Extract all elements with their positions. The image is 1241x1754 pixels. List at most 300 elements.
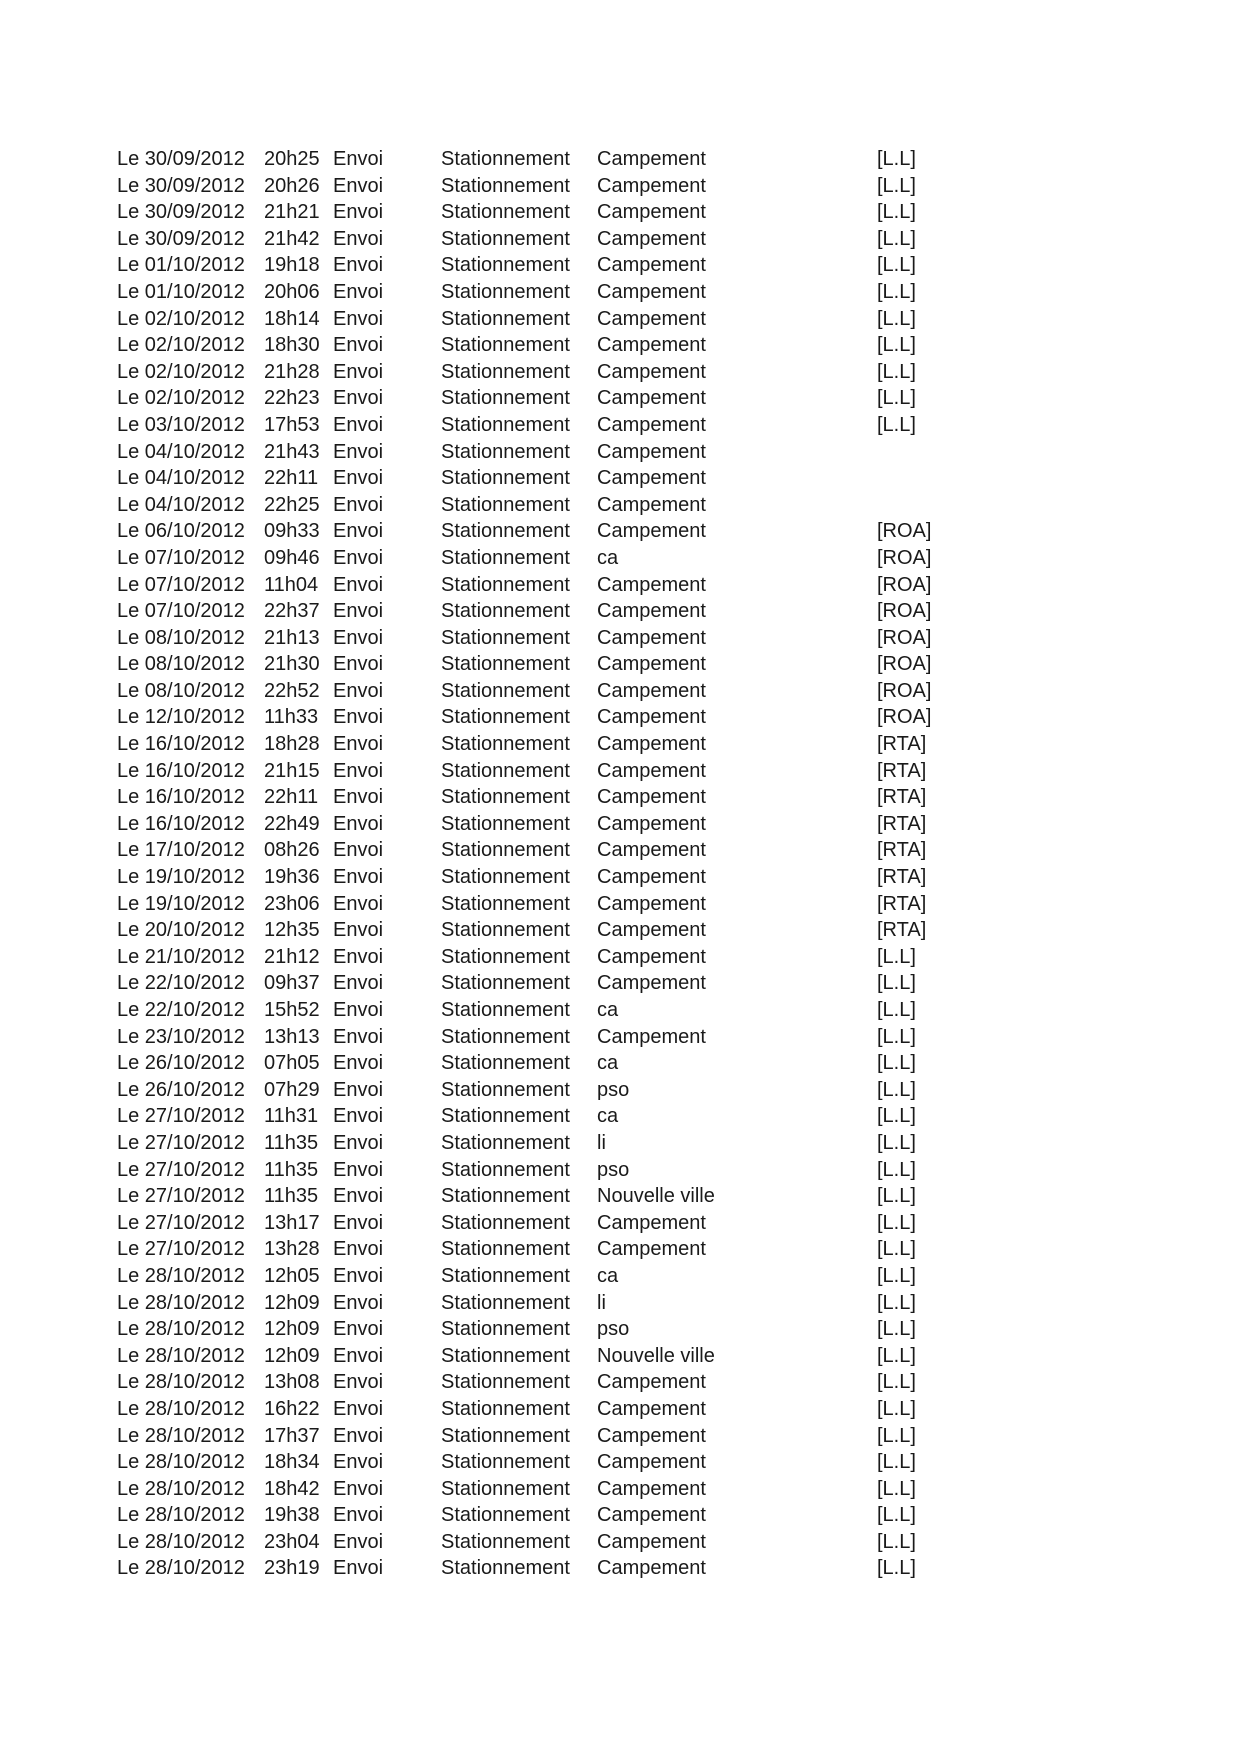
cell-place: Campement: [597, 679, 706, 702]
cell-time: 16h22: [264, 1397, 320, 1420]
cell-date: Le 19/10/2012: [117, 892, 245, 915]
cell-tag: [ROA]: [877, 679, 932, 702]
cell-tag: [L.L]: [877, 1291, 916, 1314]
cell-time: 22h11: [264, 786, 319, 809]
cell-tag: [L.L]: [877, 999, 916, 1021]
cell-time: 18h14: [264, 307, 320, 330]
cell-tag: [L.L]: [877, 1424, 916, 1447]
cell-date: Le 28/10/2012: [117, 1264, 245, 1287]
cell-action: Envoi: [333, 1530, 384, 1553]
cell-action: Envoi: [333, 148, 384, 170]
cell-time: 21h13: [264, 626, 320, 649]
cell-action: Envoi: [333, 1557, 384, 1580]
cell-date: Le 30/09/2012: [117, 201, 245, 224]
cell-time: 20h25: [264, 148, 320, 170]
cell-date: Le 03/10/2012: [117, 413, 245, 436]
cell-type: Stationnement: [441, 1158, 570, 1181]
cell-action: Envoi: [333, 573, 384, 596]
cell-type: Stationnement: [441, 706, 570, 729]
cell-date: Le 19/10/2012: [117, 866, 245, 889]
cell-date: Le 02/10/2012: [117, 307, 245, 330]
cell-place: Campement: [597, 413, 706, 436]
cell-tag: [L.L]: [877, 280, 916, 303]
cell-action: Envoi: [333, 334, 384, 357]
cell-time: 23h19: [264, 1557, 320, 1580]
cell-time: 08h26: [264, 839, 320, 862]
cell-time: 19h18: [264, 254, 320, 277]
cell-tag: [L.L]: [877, 1052, 916, 1075]
cell-action: Envoi: [333, 174, 384, 197]
cell-time: 23h04: [264, 1530, 320, 1553]
cell-place: Campement: [597, 1238, 706, 1261]
cell-type: Stationnement: [441, 387, 570, 410]
cell-place: Campement: [597, 307, 706, 330]
cell-time: 09h46: [264, 546, 320, 569]
cell-date: Le 30/09/2012: [117, 148, 245, 170]
cell-action: Envoi: [333, 1211, 384, 1234]
cell-type: Stationnement: [441, 733, 570, 756]
cell-tag: [RTA]: [877, 733, 927, 756]
cell-tag: [L.L]: [877, 1078, 916, 1101]
cell-time: 22h49: [264, 812, 320, 835]
cell-type: Stationnement: [441, 1185, 570, 1208]
cell-type: Stationnement: [441, 1504, 570, 1527]
cell-date: Le 27/10/2012: [117, 1211, 245, 1234]
cell-tag: [ROA]: [877, 626, 932, 649]
cell-action: Envoi: [333, 786, 384, 809]
cell-time: 21h43: [264, 440, 320, 463]
cell-date: Le 08/10/2012: [117, 626, 245, 649]
cell-tag: [L.L]: [877, 1025, 916, 1048]
cell-date: Le 28/10/2012: [117, 1477, 245, 1500]
cell-time: 18h28: [264, 733, 320, 756]
cell-place: Campement: [597, 626, 706, 649]
cell-date: Le 30/09/2012: [117, 174, 245, 197]
cell-tag: [L.L]: [877, 945, 916, 968]
cell-place: ca: [597, 546, 619, 569]
cell-date: Le 04/10/2012: [117, 440, 245, 463]
cell-place: Campement: [597, 1557, 706, 1580]
cell-time: 19h38: [264, 1504, 320, 1527]
cell-tag: [RTA]: [877, 812, 927, 835]
cell-place: Campement: [597, 227, 706, 250]
cell-place: Campement: [597, 573, 706, 596]
cell-action: Envoi: [333, 972, 384, 995]
cell-tag: [ROA]: [877, 653, 932, 676]
cell-type: Stationnement: [441, 1078, 570, 1101]
cell-date: Le 06/10/2012: [117, 520, 245, 543]
cell-action: Envoi: [333, 1318, 384, 1341]
cell-time: 18h30: [264, 334, 320, 357]
cell-action: Envoi: [333, 1291, 384, 1314]
cell-time: 11h35: [264, 1131, 319, 1154]
cell-type: Stationnement: [441, 866, 570, 889]
cell-type: Stationnement: [441, 1052, 570, 1075]
cell-date: Le 04/10/2012: [117, 493, 245, 516]
cell-action: Envoi: [333, 1451, 384, 1474]
cell-action: Envoi: [333, 467, 384, 490]
cell-action: Envoi: [333, 919, 384, 942]
cell-type: Stationnement: [441, 334, 570, 357]
cell-date: Le 07/10/2012: [117, 546, 245, 569]
cell-tag: [L.L]: [877, 1397, 916, 1420]
cell-time: 15h52: [264, 999, 320, 1021]
cell-type: Stationnement: [441, 440, 570, 463]
cell-tag: [L.L]: [877, 227, 916, 250]
cell-time: 12h09: [264, 1291, 320, 1314]
cell-date: Le 28/10/2012: [117, 1397, 245, 1420]
cell-type: Stationnement: [441, 679, 570, 702]
cell-type: Stationnement: [441, 1238, 570, 1261]
cell-type: Stationnement: [441, 892, 570, 915]
cell-date: Le 01/10/2012: [117, 254, 245, 277]
cell-date: Le 28/10/2012: [117, 1504, 245, 1527]
cell-place: Campement: [597, 945, 706, 968]
cell-tag: [L.L]: [877, 1185, 916, 1208]
cell-action: Envoi: [333, 1264, 384, 1287]
cell-date: Le 21/10/2012: [117, 945, 245, 968]
cell-tag: [L.L]: [877, 387, 916, 410]
cell-action: Envoi: [333, 387, 384, 410]
cell-tag: [L.L]: [877, 148, 916, 170]
cell-tag: [L.L]: [877, 1477, 916, 1500]
cell-action: Envoi: [333, 812, 384, 835]
cell-type: Stationnement: [441, 1264, 570, 1287]
cell-tag: [L.L]: [877, 1131, 916, 1154]
cell-type: Stationnement: [441, 1318, 570, 1341]
cell-time: 21h15: [264, 759, 320, 782]
cell-date: Le 27/10/2012: [117, 1185, 245, 1208]
cell-time: 22h37: [264, 600, 320, 623]
cell-type: Stationnement: [441, 307, 570, 330]
cell-place: Campement: [597, 520, 706, 543]
cell-tag: [RTA]: [877, 919, 927, 942]
cell-action: Envoi: [333, 945, 384, 968]
cell-action: Envoi: [333, 440, 384, 463]
cell-date: Le 26/10/2012: [117, 1052, 245, 1075]
cell-tag: [L.L]: [877, 174, 916, 197]
cell-time: 11h35: [264, 1158, 319, 1181]
cell-date: Le 01/10/2012: [117, 280, 245, 303]
cell-date: Le 28/10/2012: [117, 1371, 245, 1394]
cell-tag: [L.L]: [877, 1504, 916, 1527]
cell-date: Le 16/10/2012: [117, 812, 245, 835]
cell-action: Envoi: [333, 201, 384, 224]
cell-tag: [L.L]: [877, 1557, 916, 1580]
cell-type: Stationnement: [441, 1371, 570, 1394]
cell-place: pso: [597, 1158, 630, 1181]
cell-place: Campement: [597, 1211, 706, 1234]
cell-date: Le 08/10/2012: [117, 653, 245, 676]
cell-type: Stationnement: [441, 1291, 570, 1314]
cell-action: Envoi: [333, 653, 384, 676]
cell-place: Campement: [597, 1530, 706, 1553]
cell-date: Le 30/09/2012: [117, 227, 245, 250]
cell-place: Campement: [597, 812, 706, 835]
cell-action: Envoi: [333, 1238, 384, 1261]
cell-action: Envoi: [333, 280, 384, 303]
cell-place: pso: [597, 1318, 630, 1341]
cell-tag: [ROA]: [877, 706, 932, 729]
cell-place: ca: [597, 1052, 619, 1075]
cell-place: Campement: [597, 1397, 706, 1420]
cell-time: 13h17: [264, 1211, 320, 1234]
cell-place: li: [597, 1131, 606, 1154]
cell-action: Envoi: [333, 1504, 384, 1527]
cell-tag: [L.L]: [877, 254, 916, 277]
cell-time: 11h33: [264, 706, 319, 729]
cell-place: Campement: [597, 201, 706, 224]
cell-tag: [RTA]: [877, 786, 927, 809]
cell-type: Stationnement: [441, 1131, 570, 1154]
cell-date: Le 12/10/2012: [117, 706, 245, 729]
cell-date: Le 26/10/2012: [117, 1078, 245, 1101]
cell-place: Nouvelle ville: [597, 1185, 715, 1208]
cell-date: Le 28/10/2012: [117, 1530, 245, 1553]
cell-action: Envoi: [333, 1424, 384, 1447]
cell-tag: [ROA]: [877, 573, 932, 596]
cell-tag: [L.L]: [877, 1530, 916, 1553]
cell-place: pso: [597, 1078, 630, 1101]
cell-action: Envoi: [333, 706, 384, 729]
cell-type: Stationnement: [441, 148, 570, 170]
cell-place: Campement: [597, 1504, 706, 1527]
cell-place: Campement: [597, 1451, 706, 1474]
cell-action: Envoi: [333, 626, 384, 649]
cell-date: Le 28/10/2012: [117, 1318, 245, 1341]
cell-tag: [L.L]: [877, 360, 916, 383]
cell-type: Stationnement: [441, 413, 570, 436]
cell-type: Stationnement: [441, 201, 570, 224]
cell-place: Nouvelle ville: [597, 1344, 715, 1367]
cell-time: 11h04: [264, 573, 319, 596]
cell-tag: [ROA]: [877, 546, 932, 569]
cell-action: Envoi: [333, 1397, 384, 1420]
cell-action: Envoi: [333, 892, 384, 915]
cell-time: 13h08: [264, 1371, 320, 1394]
cell-tag: [L.L]: [877, 1158, 916, 1181]
cell-action: Envoi: [333, 1078, 384, 1101]
cell-action: Envoi: [333, 227, 384, 250]
cell-tag: [L.L]: [877, 1264, 916, 1287]
cell-action: Envoi: [333, 1052, 384, 1075]
cell-place: Campement: [597, 600, 706, 623]
cell-time: 12h09: [264, 1344, 320, 1367]
cell-place: Campement: [597, 493, 706, 516]
cell-date: Le 27/10/2012: [117, 1238, 245, 1261]
cell-place: Campement: [597, 360, 706, 383]
cell-time: 12h35: [264, 919, 320, 942]
cell-tag: [L.L]: [877, 972, 916, 995]
cell-type: Stationnement: [441, 1557, 570, 1580]
cell-type: Stationnement: [441, 1397, 570, 1420]
cell-type: Stationnement: [441, 1025, 570, 1048]
cell-time: 21h12: [264, 945, 320, 968]
cell-action: Envoi: [333, 1344, 384, 1367]
cell-date: Le 20/10/2012: [117, 919, 245, 942]
cell-action: Envoi: [333, 839, 384, 862]
cell-action: Envoi: [333, 307, 384, 330]
cell-date: Le 28/10/2012: [117, 1424, 245, 1447]
cell-date: Le 23/10/2012: [117, 1025, 245, 1048]
cell-action: Envoi: [333, 679, 384, 702]
cell-time: 09h37: [264, 972, 320, 995]
cell-action: Envoi: [333, 1185, 384, 1208]
cell-type: Stationnement: [441, 653, 570, 676]
cell-tag: [L.L]: [877, 1344, 916, 1367]
cell-place: Campement: [597, 919, 706, 942]
cell-tag: [RTA]: [877, 839, 927, 862]
cell-time: 19h36: [264, 866, 320, 889]
cell-type: Stationnement: [441, 227, 570, 250]
cell-tag: [L.L]: [877, 1371, 916, 1394]
cell-place: Campement: [597, 706, 706, 729]
cell-type: Stationnement: [441, 1424, 570, 1447]
cell-type: Stationnement: [441, 1105, 570, 1128]
cell-date: Le 07/10/2012: [117, 600, 245, 623]
cell-tag: [L.L]: [877, 1211, 916, 1234]
cell-time: 07h29: [264, 1078, 320, 1101]
cell-place: li: [597, 1291, 606, 1314]
cell-action: Envoi: [333, 733, 384, 756]
cell-tag: [RTA]: [877, 866, 927, 889]
cell-date: Le 08/10/2012: [117, 679, 245, 702]
cell-action: Envoi: [333, 413, 384, 436]
cell-time: 12h05: [264, 1264, 320, 1287]
cell-time: 17h53: [264, 413, 320, 436]
cell-type: Stationnement: [441, 360, 570, 383]
cell-type: Stationnement: [441, 520, 570, 543]
cell-action: Envoi: [333, 1158, 384, 1181]
cell-date: Le 22/10/2012: [117, 999, 245, 1021]
cell-tag: [L.L]: [877, 1451, 916, 1474]
cell-type: Stationnement: [441, 1530, 570, 1553]
cell-time: 22h25: [264, 493, 320, 516]
cell-action: Envoi: [333, 759, 384, 782]
cell-type: Stationnement: [441, 600, 570, 623]
cell-tag: [RTA]: [877, 892, 927, 915]
cell-action: Envoi: [333, 1371, 384, 1394]
cell-date: Le 28/10/2012: [117, 1344, 245, 1367]
cell-type: Stationnement: [441, 573, 570, 596]
cell-time: 12h09: [264, 1318, 320, 1341]
cell-action: Envoi: [333, 866, 384, 889]
cell-date: Le 16/10/2012: [117, 733, 245, 756]
cell-date: Le 16/10/2012: [117, 786, 245, 809]
cell-place: Campement: [597, 148, 706, 170]
cell-tag: [ROA]: [877, 600, 932, 623]
cell-time: 21h42: [264, 227, 320, 250]
cell-time: 13h28: [264, 1238, 320, 1261]
cell-type: Stationnement: [441, 493, 570, 516]
cell-date: Le 27/10/2012: [117, 1158, 245, 1181]
cell-time: 20h26: [264, 174, 320, 197]
cell-tag: [ROA]: [877, 520, 932, 543]
cell-place: ca: [597, 1264, 619, 1287]
cell-date: Le 27/10/2012: [117, 1131, 245, 1154]
cell-time: 22h23: [264, 387, 320, 410]
cell-type: Stationnement: [441, 999, 570, 1021]
cell-time: 07h05: [264, 1052, 320, 1075]
cell-place: Campement: [597, 1477, 706, 1500]
cell-place: Campement: [597, 174, 706, 197]
cell-time: 21h28: [264, 360, 320, 383]
cell-action: Envoi: [333, 360, 384, 383]
cell-tag: [RTA]: [877, 759, 927, 782]
cell-place: Campement: [597, 653, 706, 676]
cell-place: Campement: [597, 254, 706, 277]
cell-type: Stationnement: [441, 254, 570, 277]
cell-place: Campement: [597, 334, 706, 357]
cell-date: Le 02/10/2012: [117, 360, 245, 383]
cell-date: Le 27/10/2012: [117, 1105, 245, 1128]
cell-type: Stationnement: [441, 919, 570, 942]
cell-date: Le 07/10/2012: [117, 573, 245, 596]
cell-place: ca: [597, 1105, 619, 1128]
cell-type: Stationnement: [441, 546, 570, 569]
cell-place: Campement: [597, 440, 706, 463]
cell-time: 23h06: [264, 892, 320, 915]
cell-date: Le 22/10/2012: [117, 972, 245, 995]
cell-place: Campement: [597, 892, 706, 915]
cell-date: Le 28/10/2012: [117, 1291, 245, 1314]
cell-type: Stationnement: [441, 839, 570, 862]
cell-time: 18h42: [264, 1477, 320, 1500]
cell-tag: [L.L]: [877, 413, 916, 436]
cell-action: Envoi: [333, 999, 384, 1021]
cell-type: Stationnement: [441, 467, 570, 490]
cell-tag: [L.L]: [877, 307, 916, 330]
cell-place: Campement: [597, 1371, 706, 1394]
cell-type: Stationnement: [441, 972, 570, 995]
cell-place: Campement: [597, 1424, 706, 1447]
cell-tag: [L.L]: [877, 1105, 916, 1128]
cell-time: 22h11: [264, 467, 319, 490]
cell-type: Stationnement: [441, 280, 570, 303]
cell-time: 20h06: [264, 280, 320, 303]
cell-place: Campement: [597, 1025, 706, 1048]
cell-place: Campement: [597, 280, 706, 303]
cell-action: Envoi: [333, 520, 384, 543]
cell-tag: [L.L]: [877, 201, 916, 224]
cell-tag: [L.L]: [877, 334, 916, 357]
cell-action: Envoi: [333, 1131, 384, 1154]
cell-place: Campement: [597, 733, 706, 756]
cell-type: Stationnement: [441, 174, 570, 197]
cell-type: Stationnement: [441, 626, 570, 649]
cell-time: 11h31: [264, 1105, 319, 1128]
cell-place: Campement: [597, 972, 706, 995]
cell-time: 13h13: [264, 1025, 320, 1048]
cell-type: Stationnement: [441, 1477, 570, 1500]
cell-time: 09h33: [264, 520, 320, 543]
cell-date: Le 02/10/2012: [117, 387, 245, 410]
cell-type: Stationnement: [441, 812, 570, 835]
cell-place: Campement: [597, 759, 706, 782]
cell-date: Le 04/10/2012: [117, 467, 245, 490]
cell-type: Stationnement: [441, 1344, 570, 1367]
cell-place: Campement: [597, 839, 706, 862]
cell-action: Envoi: [333, 600, 384, 623]
cell-time: 21h30: [264, 653, 320, 676]
cell-time: 22h52: [264, 679, 320, 702]
cell-action: Envoi: [333, 254, 384, 277]
cell-place: ca: [597, 999, 619, 1021]
cell-tag: [L.L]: [877, 1318, 916, 1341]
cell-action: Envoi: [333, 1477, 384, 1500]
cell-date: Le 16/10/2012: [117, 759, 245, 782]
cell-time: 21h21: [264, 201, 320, 224]
